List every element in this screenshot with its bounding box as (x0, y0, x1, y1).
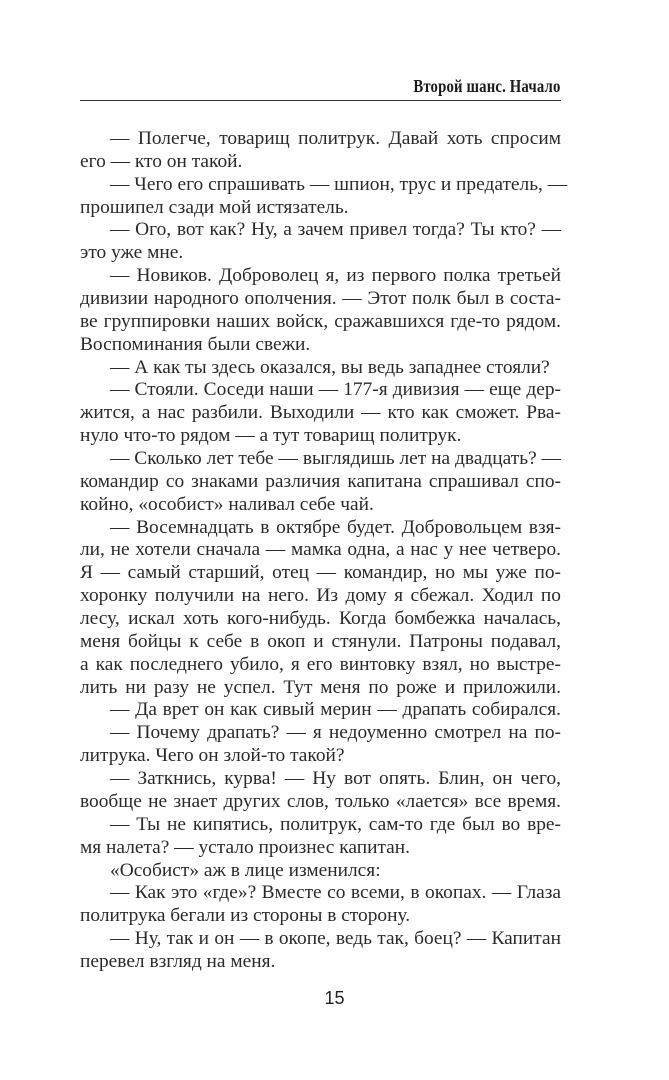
text-line: — Полегче, товарищ политрук. Давай хоть спросим (110, 128, 561, 149)
text-line: — Заткнись, курва! — Ну вот опять. Блин, он чего, (110, 768, 561, 790)
running-header (80, 74, 561, 101)
text-line: — Ого, вот как? Ну, а зачем привел тогда? Ты кто? — (110, 219, 561, 241)
page-body-text (80, 128, 568, 974)
text-line: жится, а нас разбили. Выходили — кто как сможет. Рва- (80, 402, 561, 424)
text-line: — А как ты здесь оказался, вы ведь западнее стояли? (110, 356, 550, 378)
text-line: политрука бегали из стороны в сторону. (80, 905, 411, 927)
text-line: Я — самый старший, отец — командир, но мы уже по- (80, 562, 561, 584)
text-line: «Особист» аж в лице изменился: (110, 859, 381, 881)
page-number: 15 (324, 988, 345, 1008)
text-line: — Чего его спрашивать — шпион, трус и предатель, — (110, 173, 568, 195)
text-line: койно, «особист» наливал себе чай. (80, 493, 374, 515)
text-line: ве группировки наших войск, сражавшихся где-то рядом. (80, 310, 561, 332)
text-line: — Восемнадцать в октябре будет. Добровольцем взя- (110, 516, 561, 538)
text-line: нуло что-то рядом — а тут товарищ политрук. (80, 425, 462, 447)
text-line: ли, не хотели сначала — мамка одна, а нас у нее четверо. (80, 539, 561, 561)
text-line: хоронку получили на него. Из дому я сбежал. Ходил по (80, 585, 561, 607)
text-line: — Ну, так и он — в окопе, ведь так, боец? — Капитан (110, 928, 561, 950)
text-line: его — кто он такой. (80, 150, 243, 172)
text-line: мя налета? — устало произнес капитан. (80, 836, 410, 858)
text-line: перевел взгляд на меня. (80, 950, 276, 972)
text-line: командир со знаками различия капитана спрашивал спо- (80, 470, 561, 492)
text-line: а как последнего убило, я его винтовку взял, но выстре- (80, 653, 561, 675)
text-line: — Да врет он как сивый мерин — драпать собирался. (110, 699, 561, 721)
text-line: — Почему драпать? — я недоуменно смотрел на по- (110, 722, 561, 744)
running-title: Второй шанс. Начало (413, 76, 561, 96)
text-line: лесу, искал хоть кого-нибудь. Когда бомбежка началась, (80, 608, 561, 630)
text-line: прошипел сзади мой истязатель. (80, 196, 349, 218)
text-line: меня бойцы к себе в окоп и стянули. Патроны подавал, (80, 630, 561, 652)
text-line: — Ты не кипятись, политрук, сам-то где был во вре- (110, 813, 561, 835)
text-line: Воспоминания были свежи. (80, 333, 311, 355)
text-line: вообще не знает других слов, только «лается» все время. (80, 790, 561, 812)
text-line: — Новиков. Доброволец я, из первого полка третьей (110, 265, 561, 287)
text-line: — Сколько лет тебе — выглядишь лет на двадцать? — (110, 448, 561, 470)
text-line: лить ни разу не успел. Тут меня по роже и приложили. (80, 676, 561, 698)
text-line: — Как это «где»? Вместе со всеми, в окопах. — Глаза (110, 882, 561, 904)
text-line: — Стояли. Соседи наши — 177-я дивизия — еще дер- (110, 379, 561, 401)
text-line: дивизии народного ополчения. — Этот полк был в соста- (80, 288, 561, 310)
text-line: литрука. Чего он злой-то такой? (80, 745, 345, 767)
text-line: это уже мне. (80, 242, 184, 264)
